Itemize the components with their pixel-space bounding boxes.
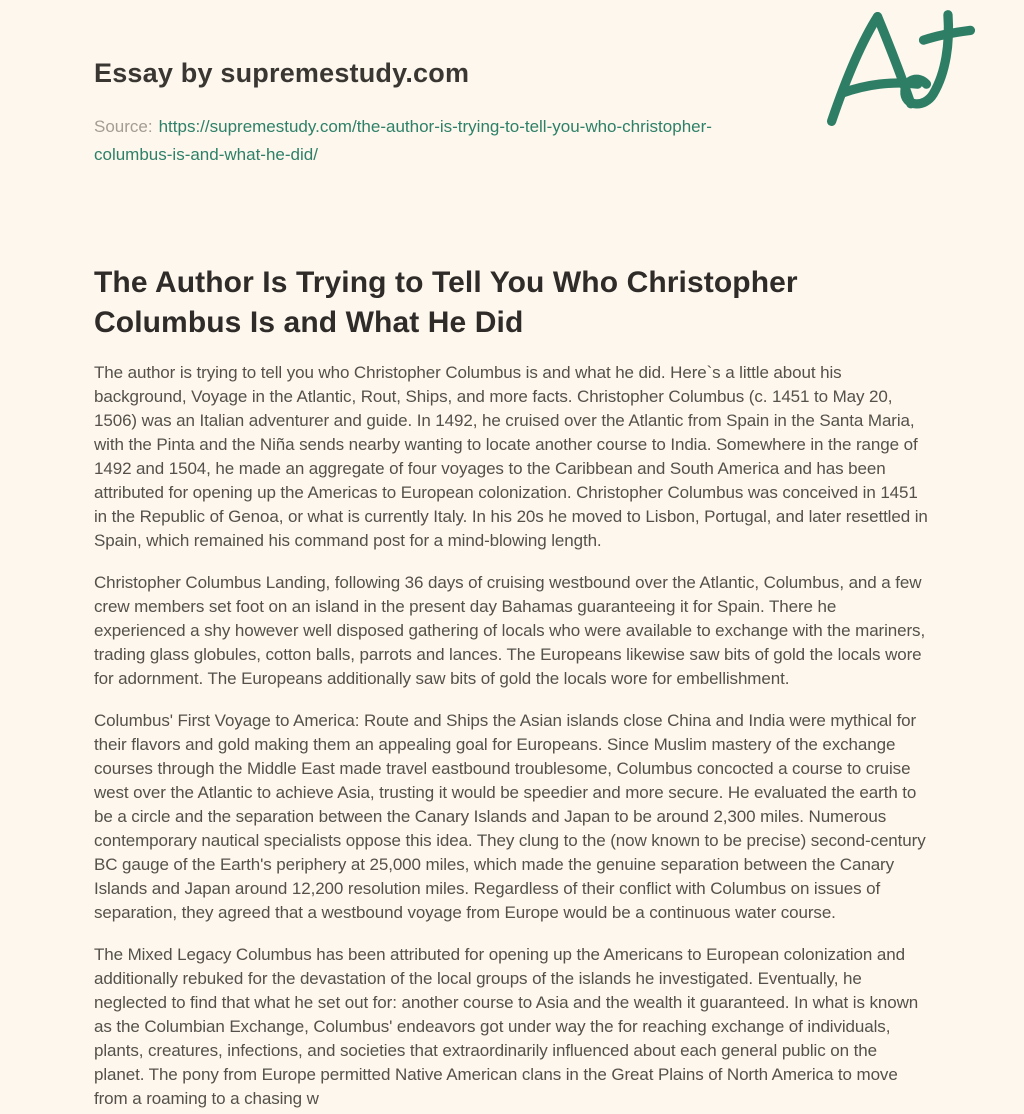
essay-paragraph: Christopher Columbus Landing, following 36 days of cruising westbound over the Atlantic, Columbus, and a few crew members set foot on an island in the present day Bahamas guaranteeing it for Spain. There he experienced a shy however well disposed gathering of locals who were available to exchange with the mariners, trading glass globules, cotton balls, parrots and lances. The Europeans likewise saw bits of gold the locals wore for adornment. The Europeans additionally saw bits of gold the locals wore for embellishment. <box>94 573 926 688</box>
source-line <box>94 113 764 169</box>
site-title: Essay by supremestudy.com <box>94 58 470 88</box>
essay-content <box>94 263 930 1111</box>
a-plus-logo-icon <box>818 2 986 134</box>
essay-title: The Author Is Trying to Tell You Who Christopher Columbus Is and What He Did <box>94 266 798 339</box>
page-header <box>94 0 930 169</box>
essay-paragraph: Columbus' First Voyage to America: Route and Ships the Asian islands close China and India were mythical for their flavors and gold making them an appealing goal for Europeans. Since Muslim mastery of the exchange courses through the Middle East made travel eastbound troublesome, Columbus concocted a course to cruise west over the Atlantic to achieve Asia, trusting it would be speedier and more secure. He evaluated the earth to be a circle and the separation between the Canary Islands and Japan to be around 2,300 miles. Numerous contemporary nautical specialists oppose this idea. They clung to the (now known to be precise) second-century BC gauge of the Earth's periphery at 25,000 miles, which made the genuine separation between the Canary Islands and Japan around 12,200 resolution miles. Regardless of their conflict with Columbus on issues of separation, they agreed that a westbound voyage from Europe would be a continuous water course. <box>94 711 926 922</box>
source-label: Source: <box>94 117 153 136</box>
essay-paragraph: The Mixed Legacy Columbus has been attributed for opening up the Americans to European colonization and additionally rebuked for the devastation of the local groups of the islands he investigated. Eventually, he neglected to find that what he set out for: another course to Asia and the wealth it guaranteed. In what is known as the Columbian Exchange, Columbus' endeavors got under way the for reaching exchange of individuals, plants, creatures, infections, and societies that extraordinarily influenced about each general public on the planet. The pony from Europe permitted Native American clans in the Great Plains of North America to move from a roaming to a chasing w <box>94 945 919 1108</box>
source-link[interactable]: https://supremestudy.com/the-author-is-trying-to-tell-you-who-christopher-columbus-is-and-what-he-did/ <box>94 117 712 164</box>
essay-paragraph: The author is trying to tell you who Christopher Columbus is and what he did. Here`s a little about his background, Voyage in the Atlantic, Rout, Ships, and more facts. Christopher Columbus (c. 1451 to May 20, 1506) was an Italian adventurer and guide. In 1492, he cruised over the Atlantic from Spain in the Santa Maria, with the Pinta and the Niña sends nearby wanting to locate another course to India. Somewhere in the range of 1492 and 1504, he made an aggregate of four voyages to the Caribbean and South America and has been attributed for opening up the Americas to European colonization. Christopher Columbus was conceived in 1451 in the Republic of Genoa, or what is currently Italy. In his 20s he moved to Lisbon, Portugal, and later resettled in Spain, which remained his command post for a mind-blowing length. <box>94 363 928 550</box>
